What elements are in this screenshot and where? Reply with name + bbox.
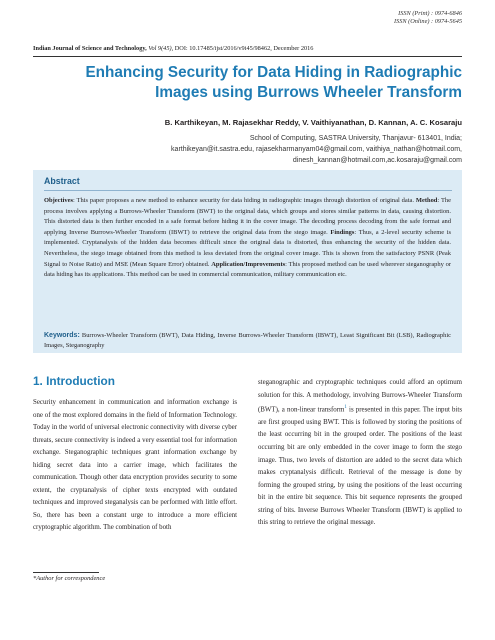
footnote: *Author for correspondence [33, 575, 106, 582]
section-heading: 1. Introduction [33, 374, 115, 388]
title-line-2: Images using Burrows Wheeler Transform [155, 83, 462, 101]
affiliation-emails-1: karthikeyan@it.sastra.edu, rajasekharmanyam04@gmail.com, vaithiya_nathan@hotmail.com, [171, 145, 462, 153]
keywords [44, 331, 451, 351]
journal-doi: DOI: 10.17485/ijst/2016/v9i45/98462, December 2016 [174, 45, 314, 52]
objectives-text: : This paper proposes a new method to enhance security for data hiding in radiographic images through distortion of original data. [72, 197, 414, 204]
affiliation-line-1: School of Computing, SASTRA University, Thanjavur- 613401, India; [249, 135, 462, 142]
findings-label: Findings [330, 228, 355, 236]
abstract-divider [44, 190, 452, 191]
body-column-right [258, 377, 462, 530]
method-text: : The process involves applying a Burrows-Wheeler Transform (BWT) to the original data, which groups and stores similar patterns in data, causing distortion. This distorted data is then further encoded in a safe format before hiding it in the cover image. The decoding process decoding from the safe format and applying Inverse Burrows-Wheeler Transform (IBWT) to retrieve the original data from the stego image. [44, 197, 451, 236]
title-line-1: Enhancing Security for Data Hiding in Radiographic [85, 64, 462, 81]
header-divider [33, 56, 462, 57]
application-label: Application/Improvements [211, 260, 286, 268]
body-column-left: Security enhancement in communication and information exchange is one of the most explored domains in the field of Information Technology. Today in the world of universal electronic connectivity with diverse cyber threats, secure connectivity is indeed a very essential tool for information exchange. Steganographic techniques grant information exchange by hiding secret data into a carrier image, which facilitates the communication. Though other data encryption provides security to some extent, the cryptanalysis of cipher texts encrypted with outdated techniques and improved steganalysis can be performed with little effort. So, there has been a constant urge to introduce a more efficient cryptographic algorithm. The combination of both [33, 399, 237, 532]
journal-name: Indian Journal of Science and Technology, [33, 45, 147, 52]
right-column-text-b: is presented in this paper. The input bits are first grouped using BWT. This is followed by storing the positions of the least occurring bit in the grouped order. The positions of the least occurring bit are only embedded in the cover image to form the stego image. Thus, two levels of distortion are added to the secret data which makes cryptanalysis difficult. Retrieval of the message is done by forming the grouped string, by using the positions of the least occurring bit in the entire bit sequence. This bit sequence represents the grouped string of bits. Inverse Burrows Wheeler Transform (IBWT) is applied to this string to retrieve the original message. [258, 406, 462, 527]
objectives-label: Objectives [44, 197, 73, 204]
issn-block [394, 10, 462, 27]
method-label: Method [415, 197, 438, 204]
keywords-label: Keywords: [44, 332, 80, 339]
author-list: B. Karthikeyan, M. Rajasekhar Reddy, V. Vaithiyanathan, D. Kannan, A. C. Kosaraju [164, 118, 462, 127]
issn-online: ISSN (Online) : 0974-5645 [393, 18, 462, 26]
abstract-heading: Abstract [44, 176, 80, 186]
affiliation-emails-2: dinesh_kannan@hotmail.com,ac.kosaraju@gmail.com [292, 156, 462, 164]
paper-title [42, 63, 462, 103]
keywords-text: Burrows-Wheeler Transform (BWT), Data Hiding, Inverse Burrows-Wheeler Transform (IBWT), Least Significant Bit (LSB), Radiographic Images, Steganography [44, 332, 451, 349]
abstract-body [44, 196, 451, 281]
right-column-text-a: steganographic and cryptographic techniques could afford an optimum solution for this. A methodology, involving Burrows-Wheeler Transform (BWT), a non-linear transform [258, 379, 462, 414]
journal-citation [33, 45, 313, 52]
findings-text: : Thus, a 2-level security scheme is implemented. Cryptanalysis of the hidden data becomes difficult since the original data is distorted, thus enhancing the security of the hidden data. Nevertheless, the stego image obtained from this method is less deviated from the original cover image. This is shown from the satisfactory PSNR (Peak Signal to Noise Ratio) and MSE (Mean Square Error) obtained. [44, 228, 451, 268]
citation-link[interactable]: 1 [344, 405, 347, 411]
application-text: : This proposed method can be used wherever steganography or data hiding has its applications. This method can be used in commercial communication, military communication etc. [44, 260, 451, 279]
journal-volume: Vol 9(45), [148, 45, 174, 52]
affiliation [171, 134, 462, 167]
issn-print: ISSN (Print) : 0974-6846 [398, 10, 462, 17]
footnote-divider [33, 572, 99, 573]
